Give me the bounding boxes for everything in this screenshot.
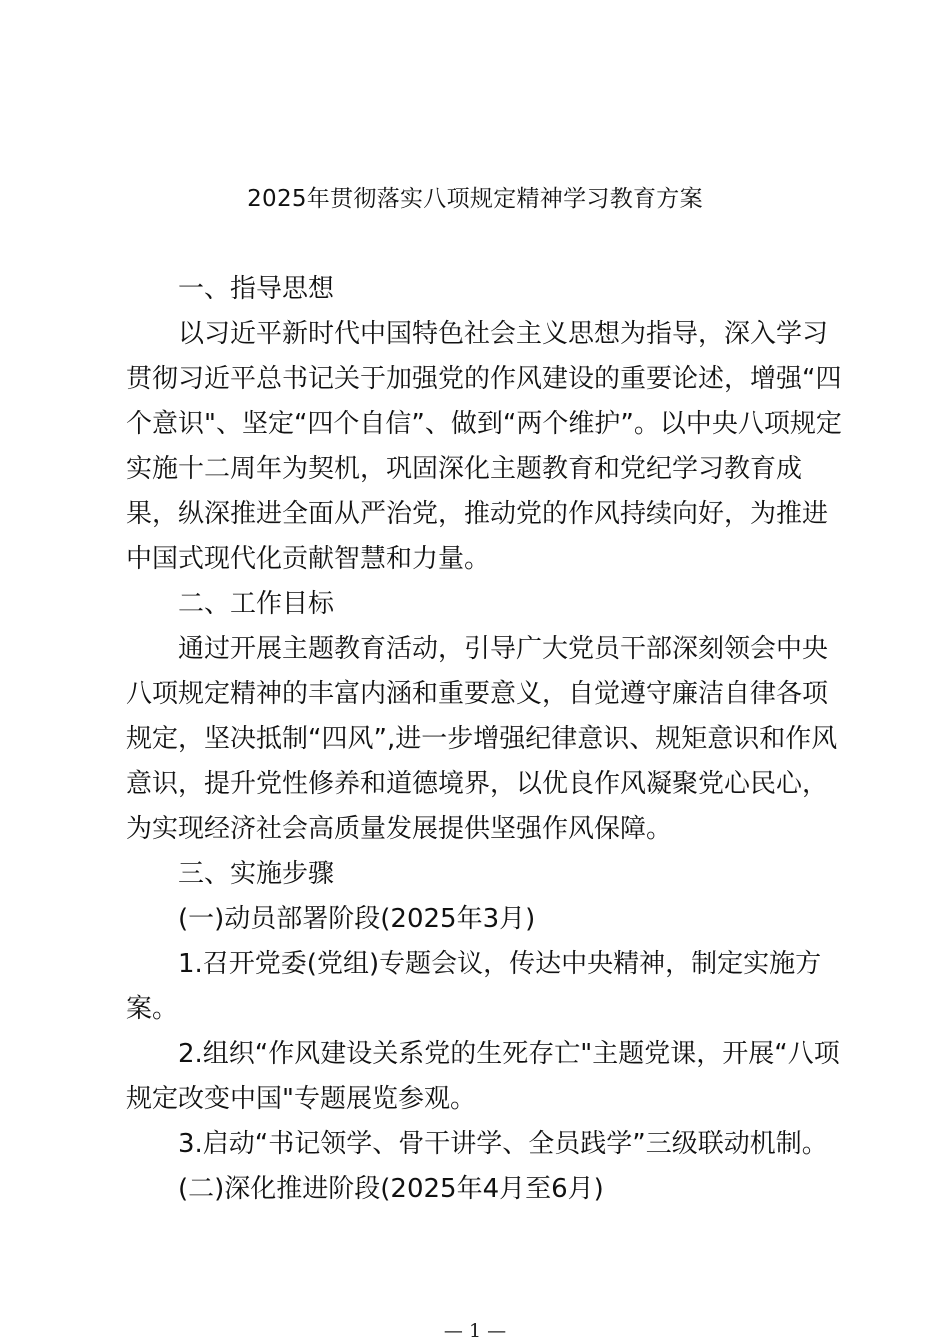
list-item-line: 1.召开党委(党组)专题会议，传达中央精神，制定实施方 [178,949,822,979]
list-item-line: 案。 [126,994,179,1024]
heading-implementation-steps: 三、实施步骤 [178,859,335,889]
paragraph-line: 贯彻习近平总书记关于加强党的作风建设的重要论述，增强“四 [126,364,842,394]
list-item-line: 2.组织“作风建设关系党的生死存亡"主题党课，开展“八项 [178,1039,840,1069]
heading-guiding-ideology: 一、指导思想 [178,274,335,304]
paragraph-line: 以习近平新时代中国特色社会主义思想为指导，深入学习 [178,319,829,349]
paragraph-line: 个意识"、坚定“四个自信”、做到“两个维护”。以中央八项规定 [126,409,842,439]
subheading-mobilization-stage: (一)动员部署阶段(2025年3月) [178,904,536,934]
document-title: 2025年贯彻落实八项规定精神学习教育方案 [247,186,703,212]
paragraph-line: 通过开展主题教育活动，引导广大党员干部深刻领会中央 [178,634,829,664]
heading-work-goals: 二、工作目标 [178,589,335,619]
document-body [126,267,842,1212]
list-item-line: 3.启动“书记领学、骨干讲学、全员践学”三级联动机制。 [178,1129,828,1159]
paragraph-line: 八项规定精神的丰富内涵和重要意义，自觉遵守廉洁自律各项 [126,679,829,709]
paragraph-line: 实施十二周年为契机，巩固深化主题教育和党纪学习教育成 [126,454,803,484]
paragraph-line: 意识，提升党性修养和道德境界，以优良作风凝聚党心民心， [126,769,829,799]
paragraph-line: 果，纵深推进全面从严治党，推动党的作风持续向好，为推进 [126,499,829,529]
list-item-line: 规定改变中国"专题展览参观。 [126,1084,476,1114]
subheading-deepening-stage: (二)深化推进阶段(2025年4月至6月) [178,1174,604,1204]
page-number: — 1 — [443,1320,507,1342]
paragraph-line: 为实现经济社会高质量发展提供坚强作风保障。 [126,814,673,844]
paragraph-line: 中国式现代化贡献智慧和力量。 [126,544,491,574]
paragraph-line: 规定，坚决抵制“四风”,进一步增强纪律意识、规矩意识和作风 [126,724,838,754]
